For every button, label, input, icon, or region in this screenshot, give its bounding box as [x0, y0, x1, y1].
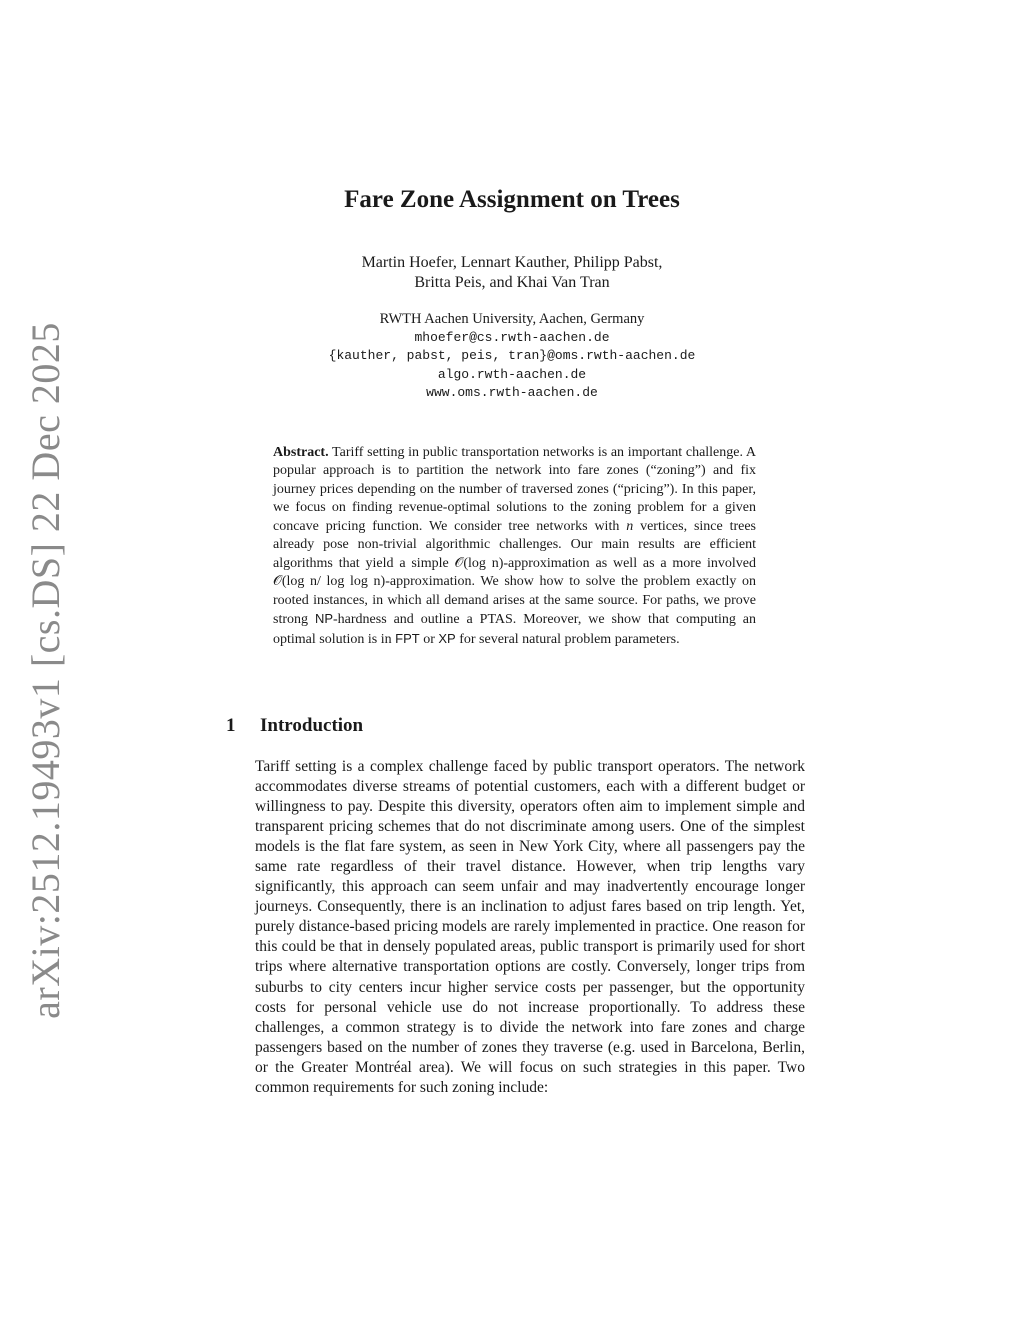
email-primary: mhoefer@cs.rwth-aachen.de: [414, 329, 610, 345]
abstract-or: or: [423, 631, 435, 647]
abstract-text: [273, 444, 756, 649]
abstract-part-5: -hardness and outline a PTAS. Moreover, we show that computing an optimal solution is in: [273, 612, 757, 647]
math-approx-log-n-loglog: 𝒪(log n/ log log n): [273, 574, 386, 590]
abstract-part-1: Tariff setting in public transportation networks is an important challenge. A popular approach is to partition the network into fare zones (“zoning”) and fix journey prices depending on the number of traversed zones (“pricing”). In this paper, we focus on finding revenue-optimal solutions to the zoning problem for a given concave pricing function. We consider tree networks with: [273, 445, 757, 534]
email-group: {kauther, pabst, peis, tran}@oms.rwth-aachen.de: [328, 348, 696, 363]
url-oms: www.oms.rwth-aachen.de: [426, 385, 598, 400]
abstract-part-3: -approximation as well as a more involved: [503, 555, 756, 571]
arxiv-identifier-text: arXiv:2512.19493v1 [cs.DS] 22 Dec 2025: [22, 321, 68, 1019]
complexity-np: NP: [314, 611, 333, 627]
author-list: [0, 253, 1024, 293]
abstract: [273, 444, 756, 649]
introduction-paragraph: Tariff setting is a complex challenge faced by public transport operators. The network accommodates diverse streams of potential customers, each with a different budget or willingness to pay. Despite this diversity, operators often aim to implement simple and transparent pricing schemes that do not discriminate among users. One of the simplest models is the flat fare system, as seen in New York City, where all passengers pay the same rate regardless of their travel distance. However, when trip lengths vary significantly, this approach can seem unfair and may inadvertently encourage longer journeys. Consequently, there is an inclination to adjust fares based on trip length. Yet, purely distance-based pricing models are rarely implemented in practice. One reason for this could be that in densely populated areas, public transport is primarily used for short trips where alternative transportation options are costly. Conversely, longer trips from suburbs to city centers incur higher service costs per passenger, but the opportunity costs for personal vehicle use do not increase proportionally. To address these challenges, a common strategy is to divide the network into fare zones and charge passengers based on the number of zones they traverse (e.g. used in Barcelona, Berlin, or the Greater Montréal area). We will focus on such strategies in this paper. Two common requirements for such zoning include:: [255, 758, 805, 1096]
url-algo: algo.rwth-aachen.de: [437, 366, 587, 382]
section-number: 1: [226, 715, 236, 736]
abstract-part-2: vertices, since trees already pose non-trivial algorithmic challenges. Our main results are efficient algorithms that yield a simple: [273, 518, 757, 571]
math-approx-log-n: 𝒪(log n): [454, 555, 504, 571]
author-line-1: Martin Hoefer, Lennart Kauther, Philipp Pabst,: [361, 254, 663, 271]
complexity-xp: XP: [438, 630, 456, 646]
math-var-n: n: [626, 518, 634, 534]
abstract-label: Abstract.: [273, 445, 329, 460]
abstract-part-6: for several natural problem parameters.: [459, 631, 680, 647]
arxiv-identifier-stamp: [10, 321, 80, 1019]
abstract-part-4: -approximation. We show how to solve the problem exactly on rooted instances, in which all demand arises at the same source. For paths, we prove strong: [273, 574, 757, 628]
author-line-2: Britta Peis, and Khai Van Tran: [414, 274, 610, 291]
introduction-body: [255, 757, 805, 1098]
complexity-fpt: FPT: [395, 630, 420, 646]
paper-title: Fare Zone Assignment on Trees: [344, 186, 680, 213]
section-title: Introduction: [260, 715, 364, 736]
affiliation-institution: RWTH Aachen University, Aachen, Germany: [379, 311, 645, 327]
section-heading-introduction: [226, 715, 363, 737]
affiliation-block: [0, 310, 1024, 403]
